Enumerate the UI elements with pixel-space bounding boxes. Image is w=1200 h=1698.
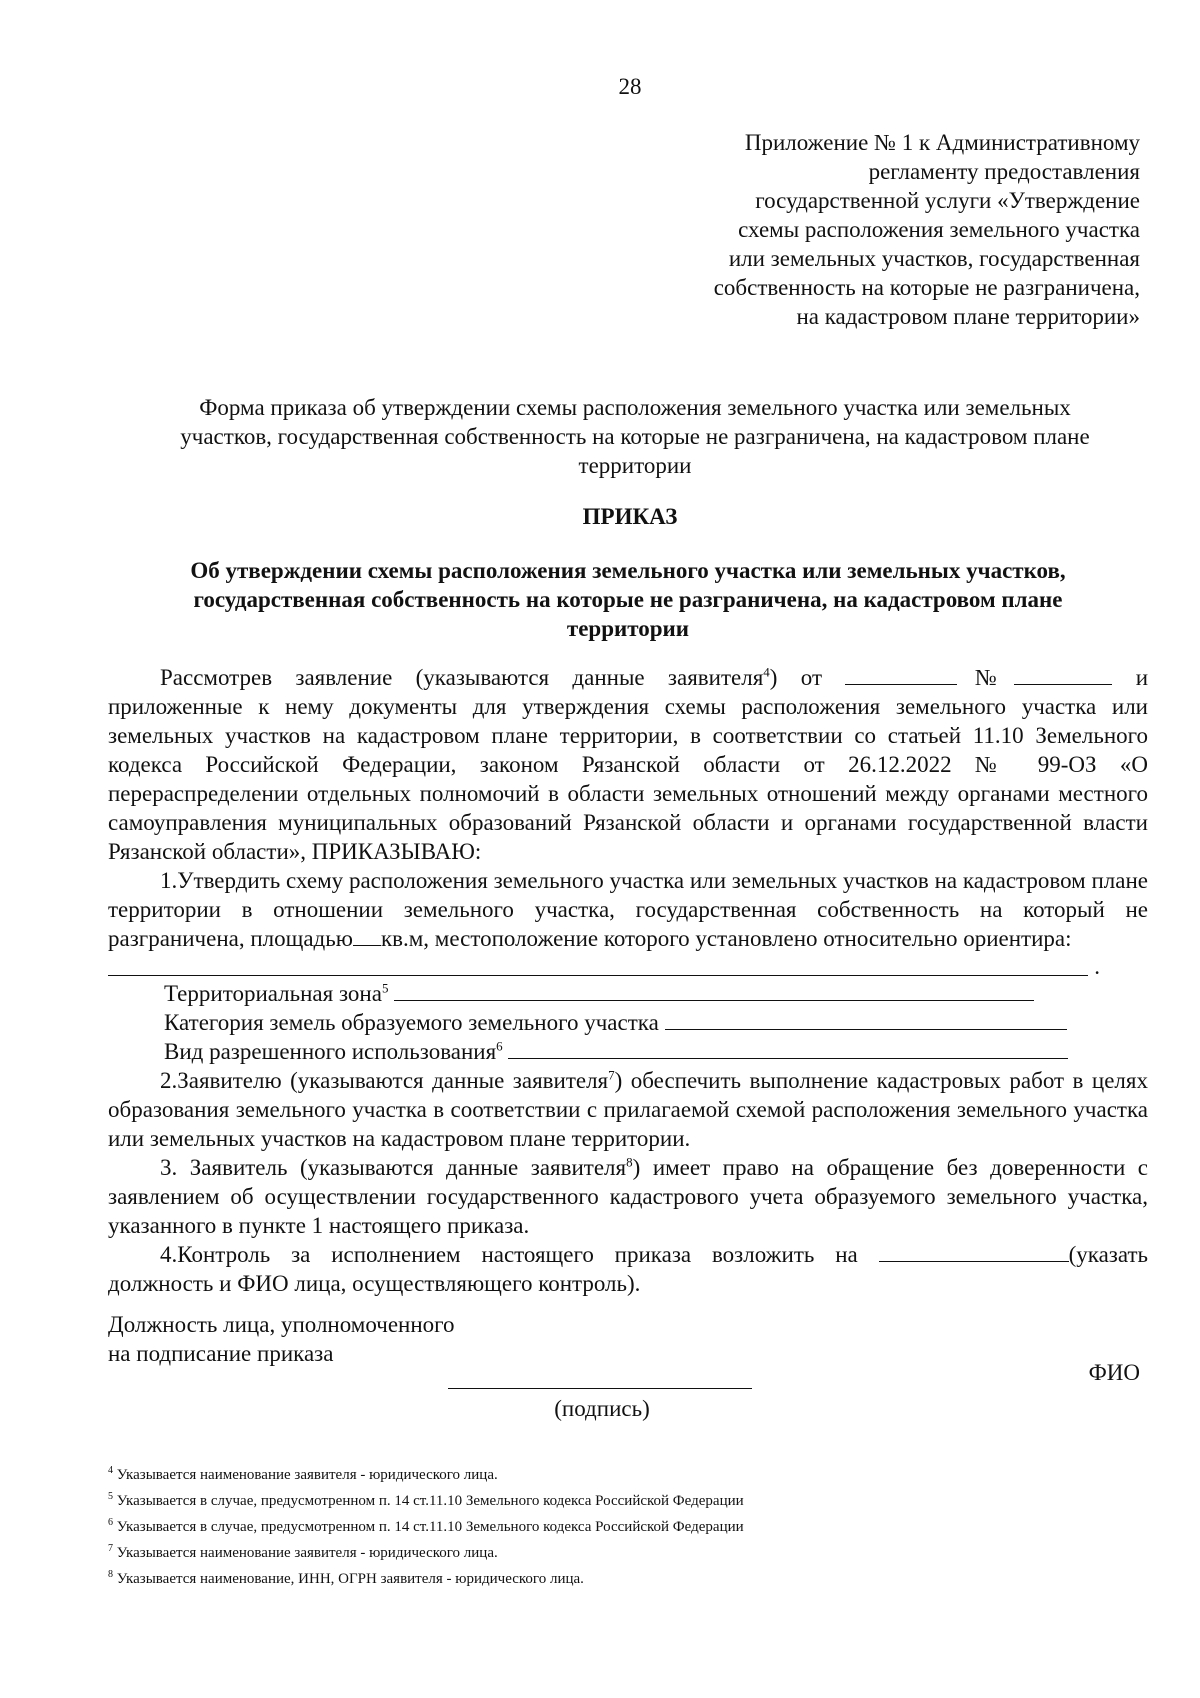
- form-title-line: территории: [578, 453, 692, 478]
- appendix-line: или земельных участков, государственная: [728, 246, 1140, 271]
- intro-date-label: ) от: [769, 665, 822, 690]
- footnote-ref: 5: [381, 980, 389, 996]
- appendix-reference: [580, 128, 1140, 331]
- signature-line: [448, 1388, 752, 1389]
- footnote: [108, 1462, 1108, 1488]
- footnote-number: 7: [108, 1543, 113, 1554]
- appendix-line: собственность на которые не разграничена,: [713, 275, 1140, 300]
- landmark-blank: [108, 953, 1100, 979]
- intro-conjunction: и: [1135, 665, 1148, 690]
- footnote-text: Указывается в случае, предусмотренном п. 14 ст.11.10 Земельного кодекса Российской Федерации: [113, 1519, 744, 1535]
- footnote-ref: 8: [626, 1154, 633, 1170]
- form-title: [140, 393, 1130, 480]
- land-category-label: Категория земель образуемого земельного участка: [164, 1010, 659, 1035]
- footnote-text: Указывается в случае, предусмотренном п. 14 ст.11.10 Земельного кодекса Российской Федерации: [113, 1493, 744, 1509]
- territorial-zone-field: [108, 979, 1148, 1008]
- date-blank: [845, 664, 957, 685]
- appendix-line: регламенту предоставления: [868, 159, 1140, 184]
- form-title-line: Форма приказа об утверждении схемы расположения земельного участка или земельных: [199, 395, 1071, 420]
- footnote: [108, 1540, 1108, 1566]
- order-item-3: [108, 1153, 1148, 1240]
- permitted-use-field: [108, 1037, 1148, 1066]
- appendix-line: государственной услуги «Утверждение: [755, 188, 1140, 213]
- order-subject-line: территории: [566, 616, 690, 641]
- intro-first-line: [108, 663, 1148, 692]
- territorial-zone-label: Территориальная зона: [164, 981, 382, 1006]
- footnote-ref: 4: [763, 664, 770, 680]
- item1-text-end: кв.м, местоположение которого установлено относительно ориентира:: [380, 926, 1072, 951]
- order-item-4: [108, 1240, 1148, 1269]
- landmark-end: .: [1094, 954, 1100, 979]
- intro-text: Рассмотрев заявление (указываются данные заявителя: [160, 665, 764, 690]
- item1-text: 1.Утвердить схему расположения земельного участка или земельных участков на кадастровом плане территории в отношении земельного участка, государственная собственность на который не разграничена, площадью: [108, 868, 1148, 951]
- item2-text-end: ) обеспечить выполнение кадастровых работ в целях образования земельного участка в соответствии с прилагаемой схемой расположения земельного участка или земельных участков на кадастровом плане территории.: [108, 1068, 1148, 1151]
- signature-label: (подпись): [554, 1396, 650, 1421]
- footnote-number: 8: [108, 1569, 113, 1580]
- document-heading: ПРИКАЗ: [582, 504, 678, 529]
- footnote: [108, 1488, 1108, 1514]
- area-blank: [353, 925, 381, 946]
- footnote: [108, 1566, 1108, 1592]
- item4-instruction: (указать: [1068, 1242, 1149, 1267]
- permitted-use-blank: [508, 1038, 1068, 1059]
- signer-position-line: на подписание приказа: [108, 1341, 334, 1366]
- intro-paragraph: приложенные к нему документы для утверждения схемы расположения земельного участка или земельных участков на кадастровом плане территории, в соответствии со статьей 11.10 Земельного кодекса Российской Федерации, законом Рязанской области от 26.12.2022 № 99-ОЗ «О перераспределении отдельных полномочий в области земельных отношений между органами местного самоуправления муниципальных образований Рязанской области и органами государственной власти Рязанской области», ПРИКАЗЫВАЮ:: [108, 694, 1148, 864]
- footnote-text: Указывается наименование заявителя - юридического лица.: [113, 1467, 498, 1483]
- order-item-1: [108, 866, 1148, 953]
- order-subject-line: Об утверждении схемы расположения земельного участка или земельных участков,: [190, 558, 1066, 583]
- item2-text: 2.Заявителю (указываются данные заявителя: [160, 1068, 609, 1093]
- appendix-line: схемы расположения земельного участка: [738, 217, 1140, 242]
- footnote: [108, 1514, 1108, 1540]
- appendix-line: Приложение № 1 к Административному: [744, 130, 1140, 155]
- item3-text: 3. Заявитель (указываются данные заявителя: [160, 1155, 627, 1180]
- signer-position-line: Должность лица, уполномоченного: [108, 1312, 455, 1337]
- controller-blank: [879, 1241, 1069, 1262]
- permitted-use-label: Вид разрешенного использования: [164, 1039, 497, 1064]
- signer-position: [108, 1310, 455, 1368]
- number-sign: №: [957, 665, 1015, 690]
- footnote-number: 6: [108, 1517, 113, 1528]
- territorial-zone-blank: [394, 980, 1034, 1001]
- item3-text-end: ) имеет право на обращение без доверенности с заявлением об осуществлении государственного кадастрового учета образуемого земельного участка, указанного в пункте 1 настоящего приказа.: [108, 1155, 1149, 1238]
- item4-instruction-end: должность и ФИО лица, осуществляющего контроль).: [108, 1271, 641, 1296]
- footnotes: [108, 1462, 1108, 1592]
- number-blank: [1014, 664, 1112, 685]
- order-subject-line: государственная собственность на которые не разграничена, на кадастровом плане: [193, 587, 1063, 612]
- footnote-ref: 6: [496, 1038, 503, 1054]
- page-number: 28: [618, 74, 642, 99]
- footnote-ref: 7: [608, 1067, 615, 1083]
- land-category-field: [108, 1008, 1148, 1037]
- order-item-2: [108, 1066, 1148, 1153]
- footnote-text: Указывается наименование заявителя - юридического лица.: [113, 1545, 498, 1561]
- footnote-text: Указывается наименование, ИНН, ОГРН заявителя - юридического лица.: [113, 1571, 584, 1587]
- land-category-blank: [665, 1009, 1067, 1030]
- signer-fio: ФИО: [1088, 1360, 1140, 1385]
- order-subject: [108, 556, 1148, 643]
- item4-text: 4.Контроль за исполнением настоящего приказа возложить на: [160, 1242, 858, 1267]
- footnote-number: 5: [108, 1491, 113, 1502]
- form-title-line: участков, государственная собственность на которые не разграничена, на кадастровом плане: [180, 424, 1090, 449]
- order-body: [108, 663, 1148, 1298]
- footnote-number: 4: [108, 1465, 113, 1476]
- appendix-line: на кадастровом плане территории»: [796, 304, 1140, 329]
